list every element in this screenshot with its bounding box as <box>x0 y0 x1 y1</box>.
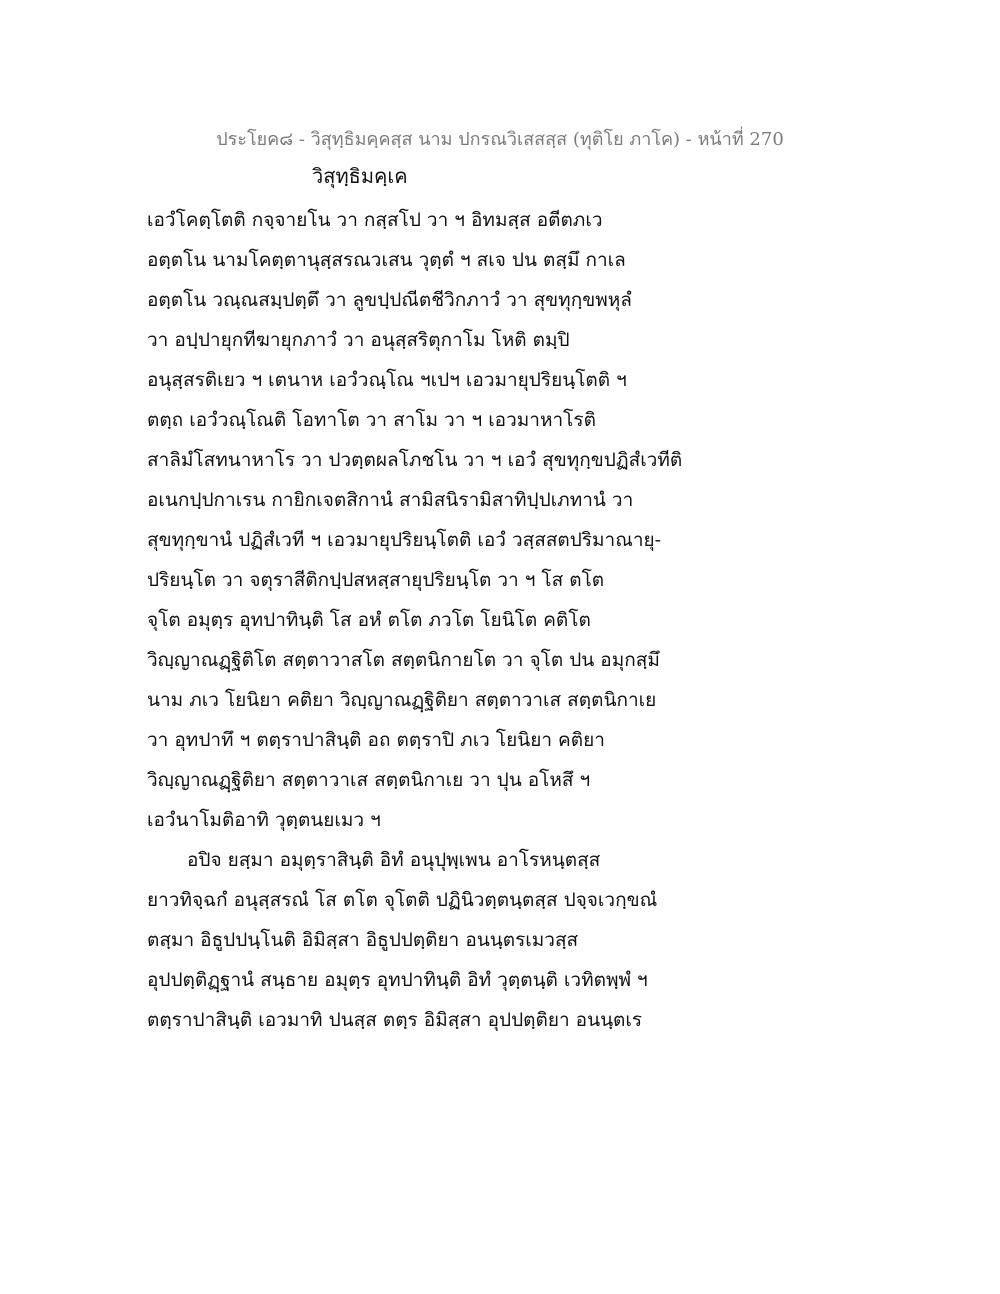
text-line: วิญฺญาณฏฺฐิติยา สตฺตาวาเส สตฺตนิกาเย วา ปุน อโหสึ ฯ <box>147 769 591 791</box>
text-line: วา อุทปาทึ ฯ ตตฺราปาสินฺติ อถ ตตฺราปิ ภเว โยนิยา คติยา <box>147 729 605 751</box>
text-line: วา อปฺปายุกทีฆายุกภาวํ วา อนุสฺสริตุกาโม โหติ ตมฺปิ <box>147 329 570 351</box>
text-line: อตฺตโน นามโคตฺตานุสฺสรณวเสน วุตฺตํ ฯ สเจ ปน ตสฺมึ กาเล <box>147 249 626 271</box>
text-line: อตฺตโน วณฺณสมฺปตฺตึ วา ลูขปฺปณีตชีวิกภาวํ วา สุขทุกฺขพหุลํ <box>147 289 632 311</box>
text-line: เอวํโคตฺโตติ กจฺจายโน วา กสฺสโป วา ฯ อิทมสฺส อตีตภเว <box>147 209 603 231</box>
section-title: วิสุทฺธิมคฺเค <box>312 164 408 188</box>
text-line: อุปปตฺติฏฺฐานํ สนฺธาย อมุตฺร อุทปาทินฺติ อิทํ วุตฺตนฺติ เวทิตพฺพํ ฯ <box>147 969 648 991</box>
text-line: วิญฺญาณฏฺฐิติโต สตฺตาวาสโต สตฺตนิกายโต วา จุโต ปน อมุกสฺมึ <box>147 649 660 671</box>
text-line: สาลิมํโสทนาหาโร วา ปวตฺตผลโภชโน วา ฯ เอวํ สุขทุกฺขปฏิสํเวทีติ <box>147 449 683 471</box>
text-line: อเนกปฺปกาเรน กายิกเจตสิกานํ สามิสนิรามิสาทิปฺปเภทานํ วา <box>147 489 634 511</box>
text-line: ตตฺราปาสินฺติ เอวมาทิ ปนสฺส ตตฺร อิมิสฺสา อุปปตฺติยา อนนฺตเร <box>147 1009 643 1031</box>
running-header: ประโยค๘ - วิสุทฺธิมคฺคสฺส นาม ปกรณวิเสสสฺส (ทุติโย ภาโค) - หน้าที่ 270 <box>216 129 784 150</box>
body-text <box>147 200 747 1040</box>
text-line: เอวํนาโมติอาทิ วุตฺตนยเมว ฯ <box>147 809 381 831</box>
paragraph-first-line: อปิจ ยสฺมา อมุตฺราสินฺติ อิทํ อนุปุพฺเพน อาโรหนฺตสฺส <box>187 849 601 871</box>
text-line: จุโต อมุตฺร อุทปาทินฺติ โส อหํ ตโต ภวโต โยนิโต คติโต <box>147 609 591 631</box>
text-line: สุขทุกฺขานํ ปฏิสํเวที ฯ เอวมายุปริยนฺโตติ เอวํ วสฺสสตปริมาณายุ- <box>147 529 662 551</box>
text-line: ตสฺมา อิธูปปนฺโนติ อิมิสฺสา อิธูปปตฺติยา อนนฺตรเมวสฺส <box>147 929 579 951</box>
text-line: นาม ภเว โยนิยา คติยา วิญฺญาณฏฺฐิติยา สตฺตาวาเส สตฺตนิกาเย <box>147 689 657 711</box>
text-line: ยาวทิจฺฉกํ อนุสฺสรณํ โส ตโต จุโตติ ปฏินิวตฺตนฺตสฺส ปจฺจเวกฺขณํ <box>147 889 658 911</box>
text-line: ปริยนฺโต วา จตุราสีติกปฺปสหสฺสายุปริยนฺโต วา ฯ โส ตโต <box>147 569 605 591</box>
text-line: ตตฺถ เอวํวณฺโณติ โอทาโต วา สาโม วา ฯ เอวมาหาโรติ <box>147 409 596 431</box>
text-line: อนุสฺสรติเยว ฯ เตนาห เอวํวณฺโณ ฯเปฯ เอวมายุปริยนฺโตติ ฯ <box>147 369 627 391</box>
